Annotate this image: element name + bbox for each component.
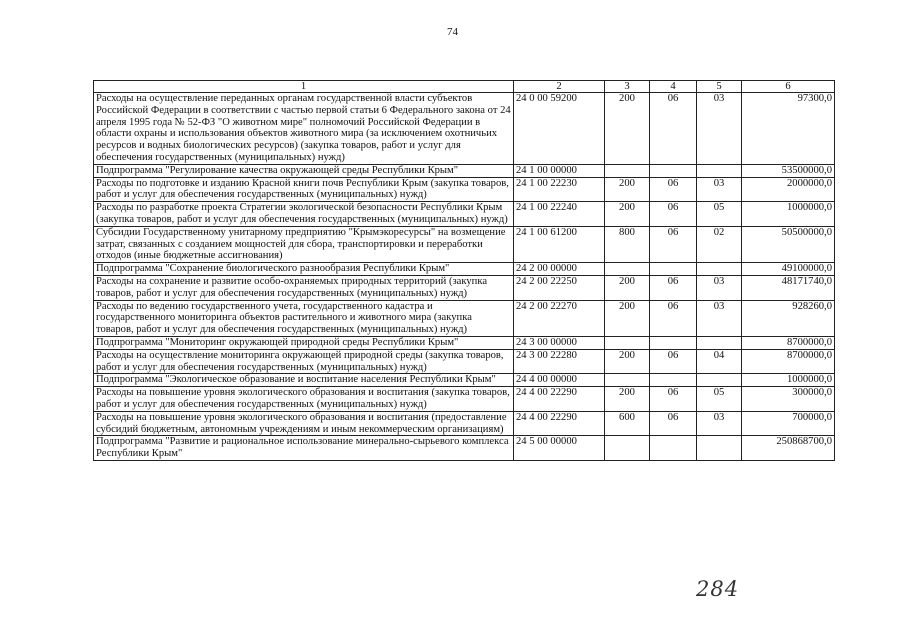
subsection-cell: 05 xyxy=(697,202,742,227)
subsection-cell xyxy=(697,263,742,276)
subsection-cell: 03 xyxy=(697,300,742,336)
section-cell xyxy=(650,336,697,349)
subsection-cell xyxy=(697,336,742,349)
header-cell-5: 5 xyxy=(697,81,742,93)
code-cell: 24 1 00 22240 xyxy=(514,202,605,227)
amount-cell: 8700000,0 xyxy=(742,349,835,374)
amount-cell: 50500000,0 xyxy=(742,226,835,262)
description-cell: Расходы на повышение уровня экологического образования и воспитания (закупка товаров, работ и услуг для обеспечения государственных (муниципальных) нужд) xyxy=(94,387,514,412)
table-row xyxy=(94,226,835,262)
code-cell: 24 2 00 00000 xyxy=(514,263,605,276)
description-cell: Расходы по разработке проекта Стратегии экологической безопасности Республики Крым (закупка товаров, работ и услуг для обеспечения государственных (муниципальных) нужд) xyxy=(94,202,514,227)
subsection-cell: 03 xyxy=(697,93,742,165)
expense-type-cell: 200 xyxy=(605,387,650,412)
table-row xyxy=(94,374,835,387)
expense-type-cell xyxy=(605,336,650,349)
code-cell: 24 3 00 22280 xyxy=(514,349,605,374)
expense-type-cell: 200 xyxy=(605,300,650,336)
description-cell: Расходы на осуществление переданных органам государственной власти субъектов Российской Федерации в соответствии с частью первой статьи 6 Федерального закона от 24 апреля 1995 года № 52-ФЗ "О животном мире" полномочий Российской Федерации в области охраны и использования объектов животного мира (за исключением охотничьих ресурсов и водных биологических ресурсов) (закупка товаров, работ и услуг для обеспечения государственных (муниципальных) нужд) xyxy=(94,93,514,165)
code-cell: 24 0 00 59200 xyxy=(514,93,605,165)
expense-type-cell: 800 xyxy=(605,226,650,262)
code-cell: 24 1 00 00000 xyxy=(514,164,605,177)
amount-cell: 928260,0 xyxy=(742,300,835,336)
table-row xyxy=(94,202,835,227)
expense-type-cell: 200 xyxy=(605,202,650,227)
subsection-cell: 03 xyxy=(697,275,742,300)
section-cell xyxy=(650,263,697,276)
description-cell: Расходы на осуществление мониторинга окружающей природной среды (закупка товаров, работ и услуг для обеспечения государственных (муниципальных) нужд) xyxy=(94,349,514,374)
section-cell: 06 xyxy=(650,226,697,262)
table-row xyxy=(94,411,835,436)
amount-cell: 250868700,0 xyxy=(742,436,835,461)
amount-cell: 53500000,0 xyxy=(742,164,835,177)
subsection-cell xyxy=(697,164,742,177)
section-cell xyxy=(650,436,697,461)
description-cell: Расходы на сохранение и развитие особо-охраняемых природных территорий (закупка товаров, работ и услуг для обеспечения государственных (муниципальных) нужд) xyxy=(94,275,514,300)
code-cell: 24 4 00 22290 xyxy=(514,387,605,412)
table-row xyxy=(94,93,835,165)
table-row xyxy=(94,349,835,374)
description-cell: Подпрограмма "Регулирование качества окружающей среды Республики Крым" xyxy=(94,164,514,177)
code-cell: 24 1 00 22230 xyxy=(514,177,605,202)
amount-cell: 1000000,0 xyxy=(742,202,835,227)
amount-cell: 97300,0 xyxy=(742,93,835,165)
section-cell: 06 xyxy=(650,275,697,300)
expense-type-cell xyxy=(605,436,650,461)
table-row xyxy=(94,263,835,276)
subsection-cell: 03 xyxy=(697,411,742,436)
table-row xyxy=(94,387,835,412)
amount-cell: 48171740,0 xyxy=(742,275,835,300)
amount-cell: 700000,0 xyxy=(742,411,835,436)
expense-type-cell xyxy=(605,374,650,387)
description-cell: Подпрограмма "Развитие и рациональное использование минерально-сырьевого комплекса Республики Крым" xyxy=(94,436,514,461)
subsection-cell: 04 xyxy=(697,349,742,374)
code-cell: 24 2 00 22270 xyxy=(514,300,605,336)
section-cell: 06 xyxy=(650,387,697,412)
section-cell: 06 xyxy=(650,202,697,227)
subsection-cell xyxy=(697,374,742,387)
amount-cell: 2000000,0 xyxy=(742,177,835,202)
description-cell: Расходы на повышение уровня экологического образования и воспитания (предоставление субсидий бюджетным, автономным учреждениям и иным некоммерческим организациям) xyxy=(94,411,514,436)
expense-type-cell: 200 xyxy=(605,349,650,374)
section-cell xyxy=(650,374,697,387)
expense-type-cell: 200 xyxy=(605,275,650,300)
table-row xyxy=(94,336,835,349)
header-cell-1: 1 xyxy=(94,81,514,93)
header-row xyxy=(94,81,835,93)
expense-type-cell: 200 xyxy=(605,177,650,202)
subsection-cell: 02 xyxy=(697,226,742,262)
description-cell: Субсидии Государственному унитарному предприятию "Крымэкоресурсы" на возмещение затрат, связанных с созданием мощностей для сбора, транспортировки и переработки отходов (иные бюджетные ассигнования) xyxy=(94,226,514,262)
section-cell xyxy=(650,164,697,177)
code-cell: 24 4 00 00000 xyxy=(514,374,605,387)
section-cell: 06 xyxy=(650,93,697,165)
description-cell: Подпрограмма "Экологическое образование и воспитание населения Республики Крым" xyxy=(94,374,514,387)
expense-type-cell: 600 xyxy=(605,411,650,436)
header-cell-6: 6 xyxy=(742,81,835,93)
budget-table xyxy=(93,80,835,461)
section-cell: 06 xyxy=(650,300,697,336)
expense-type-cell xyxy=(605,263,650,276)
expense-type-cell: 200 xyxy=(605,93,650,165)
table-row xyxy=(94,436,835,461)
code-cell: 24 3 00 00000 xyxy=(514,336,605,349)
section-cell: 06 xyxy=(650,177,697,202)
header-cell-4: 4 xyxy=(650,81,697,93)
description-cell: Расходы по подготовке и изданию Красной книги почв Республики Крым (закупка товаров, работ и услуг для обеспечения государственных (муниципальных) нужд) xyxy=(94,177,514,202)
amount-cell: 8700000,0 xyxy=(742,336,835,349)
subsection-cell: 05 xyxy=(697,387,742,412)
description-cell: Подпрограмма "Мониторинг окружающей природной среды Республики Крым" xyxy=(94,336,514,349)
handwritten-page-number: 284 xyxy=(696,577,740,601)
section-cell: 06 xyxy=(650,411,697,436)
code-cell: 24 5 00 00000 xyxy=(514,436,605,461)
header-cell-3: 3 xyxy=(605,81,650,93)
amount-cell: 49100000,0 xyxy=(742,263,835,276)
section-cell: 06 xyxy=(650,349,697,374)
description-cell: Расходы по ведению государственного учета, государственного кадастра и государственного мониторинга объектов растительного и животного мира (закупка товаров, работ и услуг для обеспечения государственных (муниципальных) нужд) xyxy=(94,300,514,336)
code-cell: 24 2 00 22250 xyxy=(514,275,605,300)
amount-cell: 300000,0 xyxy=(742,387,835,412)
page-number: 74 xyxy=(447,26,458,38)
table-row xyxy=(94,300,835,336)
description-cell: Подпрограмма "Сохранение биологического разнообразия Республики Крым" xyxy=(94,263,514,276)
amount-cell: 1000000,0 xyxy=(742,374,835,387)
subsection-cell xyxy=(697,436,742,461)
table-row xyxy=(94,164,835,177)
table-row xyxy=(94,177,835,202)
subsection-cell: 03 xyxy=(697,177,742,202)
code-cell: 24 4 00 22290 xyxy=(514,411,605,436)
code-cell: 24 1 00 61200 xyxy=(514,226,605,262)
table-row xyxy=(94,275,835,300)
header-cell-2: 2 xyxy=(514,81,605,93)
expense-type-cell xyxy=(605,164,650,177)
